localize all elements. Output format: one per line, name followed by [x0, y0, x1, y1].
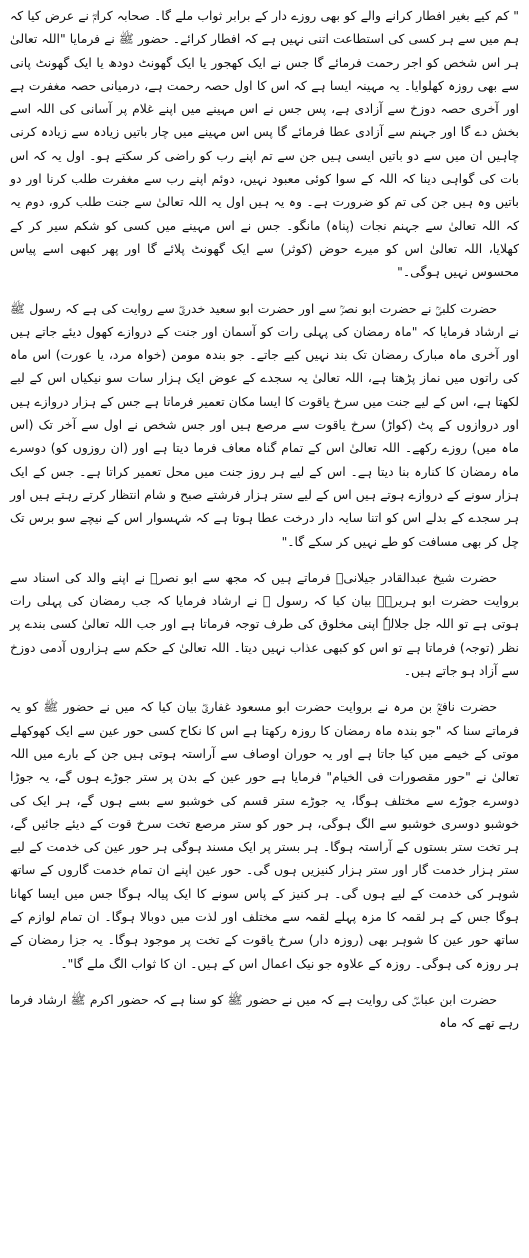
paragraph-hadith-ibn-abbas: حضرت ابن عباسؓ کی روایت ہے کہ میں نے حضور ﷺ کو سنا ہے کہ حضور اکرم ﷺ ارشاد فرما رہے تھے کہ ماہ	[10, 991, 519, 1031]
paragraph-hadith-jilani: حضرت شیخ عبدالقادر جیلانیؒ فرماتے ہیں کہ مجھ سے ابو نصرؒ نے اپنے والد کی اسناد سے بروایت حضرت ابو ہریرہؓ بیان کیا کہ رسول ﷺ نے ارشاد فرمایا کہ جب رمضان کی پہلی رات ہوتی ہے تو اللہ جل جلالہٗ اپنی مخلوق کی طرف توجہ فرماتا ہے اور جب اللہ تعالیٰ کسی بندے پر نظر (توجہ) فرماتا ہے تو اس کو کبھی عذاب نہیں دیتا۔ اللہ تعالیٰ کے حکم سے ہزاروں آدمی دوزخ سے آزاد ہو جاتے ہیں۔	[10, 569, 519, 679]
paragraph-hadith-kalbi: حضرت کلبیؒ نے حضرت ابو نصرؒ سے اور حضرت ابو سعید خدریؓ سے روایت کی ہے کہ رسول ﷺ نے ارشاد فرمایا کہ "ماہ رمضان کی پہلی رات کو آسمان اور جنت کے دروازے کھول دیئے جاتے ہیں اور آخری ماہ مبارک رمضان تک بند نہیں کیے جاتے۔ جو بندہ مومن (خواہ مرد، یا عورت) اس ماہ کی راتوں میں نماز پڑھتا ہے، اللہ تعالیٰ یہ سجدے کے عوض ایک ہزار سات سو نیکیاں اس کے لیے لکھتا ہے، اس کے لیے جنت میں سرخ یاقوت کا ایسا مکان تعمیر فرماتا ہے جس کے ہزار دروازے ہیں اور دروازوں کے پٹ (کواڑ) سرخ یاقوت سے مرصع ہیں اور جس شخص نے اول سے آخر تک (اس ماہ میں) روزے رکھے۔ اللہ تعالیٰ اس کے تمام گناہ معاف فرما دیتا ہے اور (ان روزوں کو) دوسرے ماہ رمضان کا کنارہ بنا دیتا ہے۔ اس کے لیے ہر روز جنت میں محل تعمیر کراتا ہے۔ جس کے ایک ہزار سونے کے دروازے ہوتے ہیں اس کے لیے ستر ہزار فرشتے صبح و شام انتظار کرتے رہتے ہیں اور ہر سجدے کے بدلے اس کو اتنا سایہ دار درخت عطا ہوتا ہے کہ شہسوار اس کے نیچے سو برس تک چل کر بھی مسافت کو طے نہیں کر سکے گا۔"	[10, 300, 519, 549]
paragraph-hadith-iftar: " کم کیے بغیر افطار کرانے والے کو بھی روزے دار کے برابر ثواب ملے گا۔ صحابہ کرامؓ نے عرض کیا کہ ہم میں سے ہر کسی کی استطاعت اتنی نہیں ہے کہ افطار کرائے۔ حضور ﷺ نے فرمایا "اللہ تعالیٰ ہر اس شخص کو اجر رحمت فرمائے گا جس نے ایک کھجور یا ایک گھونٹ دودھ یا ایک گھونٹ پانی سے بھی روزہ کھلوایا۔ یہ مہینہ ایسا ہے کہ اس کا اول حصہ رحمت ہے، درمیانی حصہ مغفرت ہے اور آخری حصہ دوزخ سے آزادی ہے، پس جس نے اس مہینے میں اپنے غلام پر آسانی کی اللہ اسے بخش دے گا اور جہنم سے آزادی عطا فرمائے گا پس اس مہینے میں چار باتیں زیادہ سے زیادہ کرنی چاہیں ان میں سے دو باتیں ایسی ہیں جن سے تم اپنے رب کو راضی کر سکتے ہو۔ اول یہ کہ اس بات کی گواہی دینا کہ اللہ کے سوا کوئی معبود نہیں، دوئم اپنے رب سے مغفرت طلب کرنا اور دو باتیں وہ ہیں جن کی تم کو ضرورت ہے۔ وہ یہ ہیں اول یہ اللہ تعالیٰ سے جنت طلب کرو، دوم یہ کہ اللہ تعالیٰ سے جہنم نجات (پناہ) مانگو۔ جس نے اس مہینے میں کسی کو شکم سیر کر کے کھلایا، اللہ تعالیٰ اس کو میرے حوض (کوثر) سے ایک گھونٹ پلائے گا اور پھر کبھی اسے پیاس محسوس نہیں ہوگی۔"	[10, 8, 519, 280]
paragraph-hadith-nafi: حضرت نافعؒ بن مرہ نے بروایت حضرت ابو مسعود غفاریؓ بیان کیا کہ میں نے حضور ﷺ کو یہ فرماتے سنا کہ "جو بندہ ماہ رمضان کا روزہ رکھتا ہے اس کا نکاح کسی حور عین سے ایک کھوکھلے موتی کے خیمے میں کیا جاتا ہے اور یہ حوران اوصاف سے آراستہ ہوتی ہیں جن کے بارے میں اللہ تعالیٰ نے "حور مقصورات فی الخیام" فرمایا ہے حور عین کے بدن پر ستر جوڑے ہوں گے، یہ جوڑا دوسرے جوڑے سے مختلف ہوگا، یہ جوڑے ستر قسم کی خوشبو سے بسے ہوں گے، ہر ایک کی خوشبو دوسری خوشبو سے الگ ہوگی، ہر حور کو ستر مرصع تخت سرخ قوت کے دیئے جائیں گے، ہر تخت ستر بستوں کے آراستہ ہوگا۔ ہر بستر پر ایک مسند ہوگی ہر حور عین کی خدمت کے لیے ستر ہزار خدمت گار اور ستر ہزار کنیزیں ہوں گی۔ حور عین اپنے ان تمام خدمت گاروں کے ساتھ شوہر کی خدمت کے لیے ہوں گی۔ ہر کنیز کے پاس سونے کا ایک پیالہ ہوگا جس میں ایسا کھانا ہوگا جس کے ہر لقمہ کا مزہ پہلے لقمہ سے مختلف اور لذت میں دوبالا ہوگا۔ ان تمام لوازم کے ساتھ حور عین کا شوہر بھی (روزہ دار) سرخ یاقوت کے تخت پر موجود ہوگا۔ یہ جزا رمضان کے ہر روزہ کی ہوگی۔ روزہ کے علاوہ جو نیک اعمال اس کے ہیں۔ ان کا ثواب الگ ملے گا"۔	[10, 699, 519, 971]
